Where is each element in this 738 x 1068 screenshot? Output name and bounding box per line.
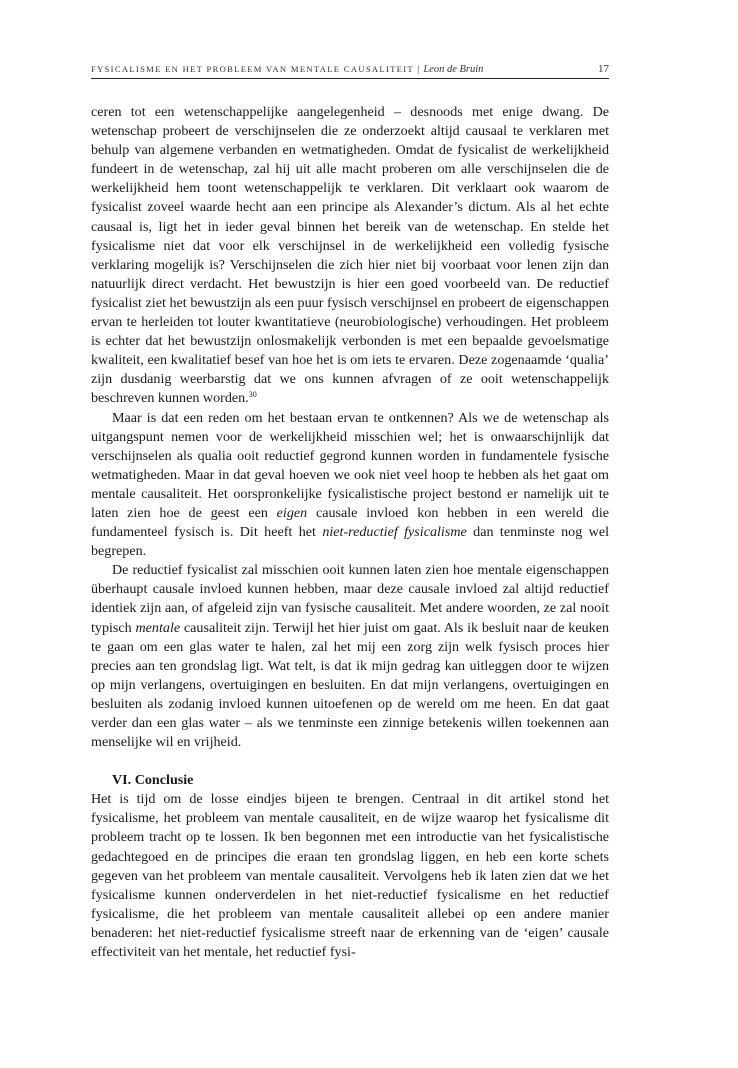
paragraph xyxy=(91,561,609,752)
paragraph xyxy=(91,103,609,409)
paragraph-text: causale invloed kon hebben in een wereld die fundamenteel fysisch is. Dit heeft het xyxy=(91,504,610,541)
header-author: Leon de Bruin xyxy=(423,64,484,75)
header-separator: | xyxy=(417,65,421,75)
emphasis-text: niet-reductief fysicalisme xyxy=(322,524,467,541)
section-heading: VI. Conclusie xyxy=(112,772,194,789)
paragraph-text: dan tenminste nog wel begrepen. xyxy=(91,524,609,560)
paragraph-text: ceren tot een wetenschappelijke aangelegenheid – desnoods met enige dwang. De wetenschap probeert de verschijnselen die ze onderzoekt altijd causaal te verklaren met behulp van algemene verbanden en wetmatigheden. Omdat de fysicalist de werkelijkheid fundeert in de wetenschap, zal hij uit alle macht proberen om alle verschijnselen die de werkelijkheid hem toont wetenschappelijk te verklaren. Dit verklaart ook waarom de fysicalist zoveel waarde hecht aan een principe als Alexander’s dictum. Als al het echte causaal is, ligt het in ieder geval binnen het bereik van de wetenschap. En stelde het fysicalisme niet dat voor elk verschijnsel in de werkelijkheid een volledig fysische verklaring mogelijk is? Verschijnselen die zich hier niet bij voorbaat voor lenen zijn dan natuurlijk direct verdacht. Het bewustzijn is hier een goed voorbeeld van. De reductief fysicalist ziet het bewustzijn als een puur fysisch verschijnsel en probeert de eigenschappen ervan te herleiden tot louter kwantitatieve (neurobiologische) verhoudingen. Het probleem is echter dat het bewustzijn onlosmakelijk verbonden is met een bepaalde gevoelsmatige kwaliteit, een kwalitatief besef van hoe het is om iets te ervaren. Deze zogenaamde ‘qualia’ zijn dusdanig weerbarstig dat we ons kunnen afvragen of ze ooit wetenschappelijk beschreven kunnen worden. xyxy=(91,104,609,407)
footnote-ref[interactable]: 30 xyxy=(248,390,257,400)
running-title: FYSICALISME EN HET PROBLEEM VAN MENTALE CAUSALITEIT xyxy=(91,64,414,74)
page-number: 17 xyxy=(598,63,609,75)
paragraph-text: Maar is dat een reden om het bestaan ervan te ontkennen? Als we de wetenschap als uitgangspunt nemen voor de werkelijkheid misschien wel; het is onwaarschijnlijk dat verschijnselen als qualia ooit reductief gegrond kunnen worden in fundamentele fysische wetmatigheden. Maar in dat geval hoeven we ook niet veel hoop te hebben als het gaat om mentale causaliteit. Het oorspronkelijke fysicalistische project bestond er namelijk uit te laten zien hoe de geest een xyxy=(91,409,609,521)
section-paragraph: Het is tijd om de losse eindjes bijeen te brengen. Centraal in dit artikel stond het fysicalisme, het probleem van mentale causaliteit, en de wijze waarop het fysicalisme dit probleem tracht op te lossen. Ik ben begonnen met een introductie van het fysicalistische gedachtegoed en de principes die eraan ten grondslag liggen, en heb een korte schets gegeven van het probleem van mentale causaliteit. Vervolgens heb ik laten zien dat we het fysicalisme kunnen onderverdelen in het niet-reductief fysicalisme en het reductief fysicalisme, die het probleem van mentale causaliteit allebei op een andere manier benaderen: het niet-reductief fysicalisme streeft naar de erkenning van de ‘eigen’ causale effectiviteit van het mentale, het reductief fysi- xyxy=(91,791,609,961)
running-header xyxy=(91,63,609,79)
paragraph-text: causaliteit zijn. Terwijl het hier juist om gaat. Als ik besluit naar de keuken te gaan om een glas water te halen, zal het mij een zorg zijn welk fysisch proces hier precies aan ten grondslag ligt. Wat telt, is dat ik mijn gedrag kan uitleggen door te wijzen op mijn verlangens, overtuigingen en besluiten. En dat mijn verlangens, overtuigingen en besluiten als zodanig invloed kunnen uitoefenen op de wereld om me heen. En dat gaat verder dan een glas water – als we tenminste een zinnige betekenis willen toekennen aan menselijke wil en vrijheid. xyxy=(91,619,609,751)
paragraph xyxy=(91,409,609,562)
running-title-line xyxy=(91,64,483,75)
page-body xyxy=(91,103,609,962)
paragraph-text: De reductief fysicalist zal misschien ooit kunnen laten zien hoe mentale eigenschappen überhaupt causale invloed kunnen hebben, maar deze causale invloed zal altijd reductief identiek zijn aan, of afgeleid zijn van fysische causaliteit. Met andere woorden, ze zal nooit typisch xyxy=(91,562,609,636)
emphasis-text: mentale xyxy=(135,619,181,636)
emphasis-text: eigen xyxy=(276,504,308,521)
